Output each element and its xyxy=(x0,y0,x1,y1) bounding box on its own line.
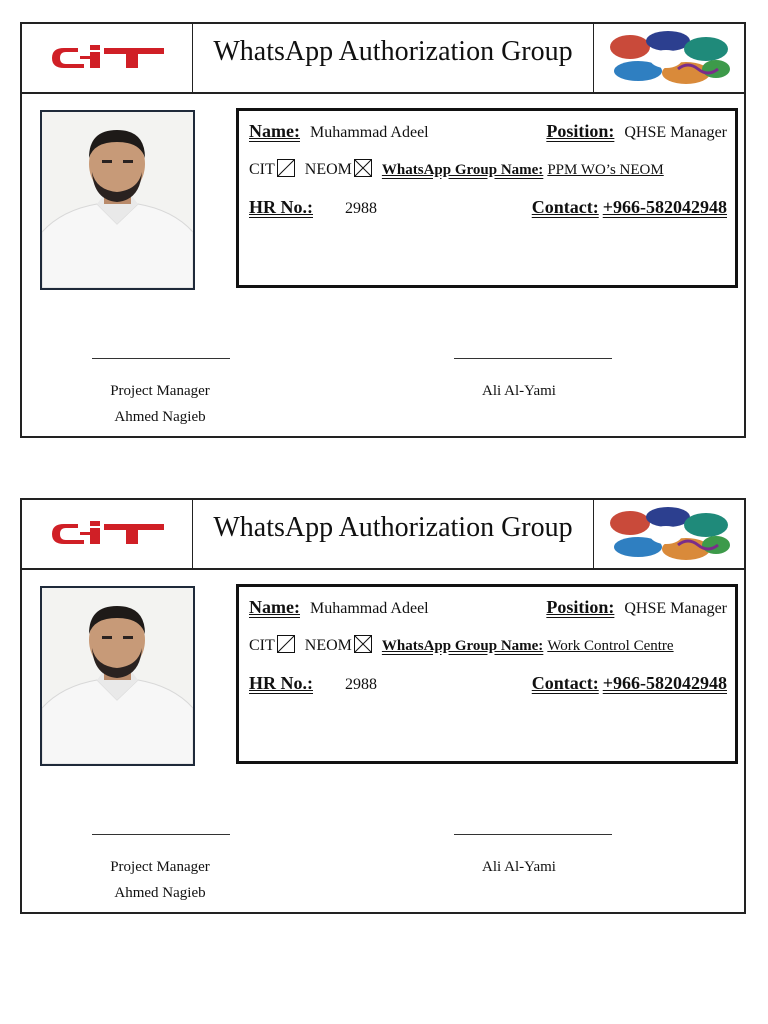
cit-checkbox-icon[interactable] xyxy=(277,159,295,177)
right-signature-name: Ali Al-Yami xyxy=(482,859,556,875)
hr-value: 2988 xyxy=(345,200,377,217)
group-value: Work Control Centre xyxy=(547,638,674,654)
position-value: QHSE Manager xyxy=(624,600,727,617)
group-label: WhatsApp Group Name: xyxy=(381,162,544,178)
neom-checkbox-icon[interactable] xyxy=(354,635,372,653)
position-value: QHSE Manager xyxy=(624,124,727,141)
info-box xyxy=(236,108,738,288)
right-signature-line xyxy=(454,834,612,835)
contact-label: Contact: xyxy=(531,197,599,217)
neom-art-icon xyxy=(608,29,732,87)
page-title: WhatsApp Authorization Group xyxy=(213,512,573,543)
hr-label: HR No.: xyxy=(249,197,313,217)
card-header xyxy=(22,500,744,570)
left-signature-line xyxy=(92,834,230,835)
position-label: Position: xyxy=(546,597,615,617)
neom-art-icon xyxy=(608,505,732,563)
art-cell xyxy=(593,500,745,568)
neom-checkbox-icon[interactable] xyxy=(354,159,372,177)
cit-logo xyxy=(50,520,166,548)
hr-row xyxy=(249,197,727,221)
left-signature-name: Ahmed Nagieb xyxy=(114,409,206,425)
name-value: Muhammad Adeel xyxy=(309,600,429,617)
name-label: Name: xyxy=(249,597,300,617)
authorization-card-1 xyxy=(20,22,746,438)
name-row xyxy=(249,597,727,621)
neom-label: NEOM xyxy=(304,161,352,178)
cit-label: CIT xyxy=(249,161,275,178)
name-row xyxy=(249,121,727,145)
contact-value: +966-582042948 xyxy=(602,673,727,693)
position-label: Position: xyxy=(546,121,615,141)
group-row xyxy=(249,159,727,183)
employee-photo xyxy=(40,110,195,290)
authorization-card-2 xyxy=(20,498,746,914)
group-label: WhatsApp Group Name: xyxy=(381,638,544,654)
left-signature-line xyxy=(92,358,230,359)
cit-label: CIT xyxy=(249,637,275,654)
left-signature-name: Ahmed Nagieb xyxy=(114,885,206,901)
position-group xyxy=(546,121,727,142)
art-cell xyxy=(593,24,745,92)
hr-row xyxy=(249,673,727,697)
logo-cell xyxy=(22,24,193,92)
group-value: PPM WO’s NEOM xyxy=(547,162,664,178)
contact-group xyxy=(532,673,727,694)
right-signature-line xyxy=(454,358,612,359)
employee-photo xyxy=(40,586,195,766)
hr-label: HR No.: xyxy=(249,673,313,693)
position-group xyxy=(546,597,727,618)
logo-cell xyxy=(22,500,193,568)
contact-value: +966-582042948 xyxy=(602,197,727,217)
cit-logo xyxy=(50,44,166,72)
name-label: Name: xyxy=(249,121,300,141)
neom-label: NEOM xyxy=(304,637,352,654)
page-title: WhatsApp Authorization Group xyxy=(213,36,573,67)
hr-value: 2988 xyxy=(345,676,377,693)
name-value: Muhammad Adeel xyxy=(309,124,429,141)
left-signature-title: Project Manager xyxy=(110,383,210,399)
right-signature-name: Ali Al-Yami xyxy=(482,383,556,399)
info-box xyxy=(236,584,738,764)
group-row xyxy=(249,635,727,659)
contact-group xyxy=(532,197,727,218)
cit-checkbox-icon[interactable] xyxy=(277,635,295,653)
card-header xyxy=(22,24,744,94)
left-signature-title: Project Manager xyxy=(110,859,210,875)
contact-label: Contact: xyxy=(531,673,599,693)
